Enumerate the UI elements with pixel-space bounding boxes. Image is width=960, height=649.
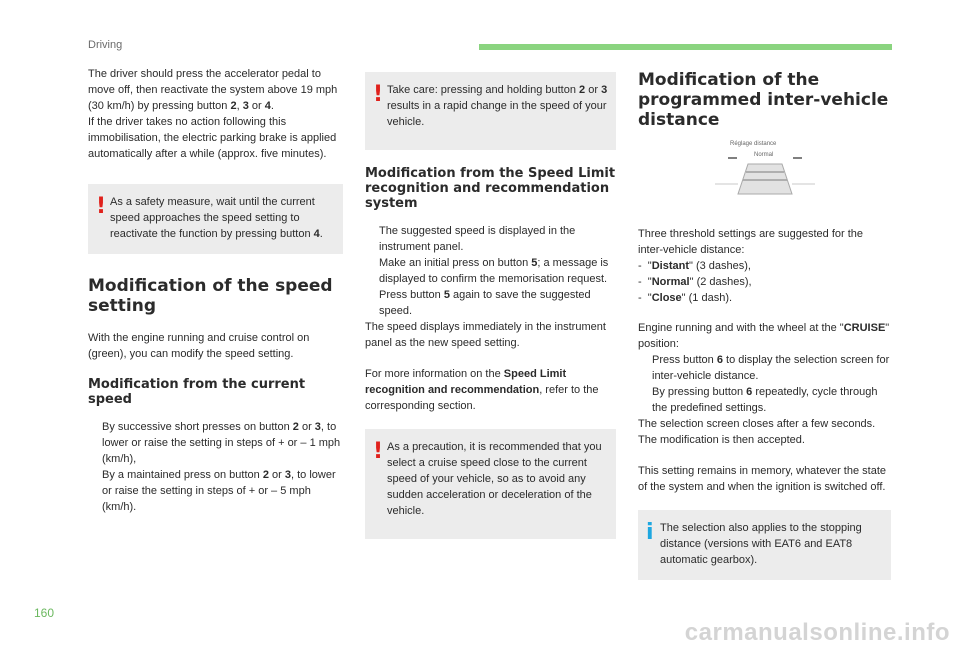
warning-box: ! As a precaution, it is recommended that you select a cruise speed close to the current speed of your vehicle, so as to avoid any sudden acceleration or deceleration of the vehicle. [365, 429, 616, 539]
watermark: carmanualsonline.info [684, 619, 950, 646]
current-speed-list [88, 419, 343, 515]
section-title: Driving [88, 39, 123, 51]
list-item: By a maintained press on button 2 or 3, to lower or raise the setting in steps of + or – 5 mph (km/h). [102, 469, 336, 513]
memory-text: This setting remains in memory, whatever the state of the system and when the ignition is switched off. [638, 465, 887, 493]
info-icon: i [646, 520, 654, 545]
option-close: - "Close" (1 dash). [638, 292, 733, 304]
closing-text: The selection screen closes after a few seconds. The modification is then accepted. [638, 418, 876, 446]
heading-inter-vehicle-distance: Modification of the programmed inter-vehicle distance [638, 70, 889, 130]
option-distant: - "Distant" (3 dashes), [638, 260, 751, 272]
warning-icon: ! [96, 194, 107, 219]
intro-paragraph: The driver should press the accelerator pedal to move off, then reactivate the system above 19 mph (30 km/h) by pressing button 2, 3 or 4. If the driver takes no action following this immobilisation, the electric parking brake is applied automatically after a while (approx. five minutes). [88, 68, 338, 160]
list-item: The suggested speed is displayed in the instrument panel. [379, 225, 576, 253]
subheading-current-speed: Modification from the current speed [88, 377, 306, 407]
speed-setting-body: With the engine running and cruise control on (green), you can modify the speed setting. [88, 332, 310, 360]
option-normal: - "Normal" (2 dashes), [638, 276, 752, 288]
list-item: By pressing button 6 repeatedly, cycle through the predefined settings. [652, 386, 878, 414]
column-1 [88, 66, 343, 515]
subheading-speed-limit: Modification from the Speed Limit recognition and recommendation system [365, 166, 616, 211]
warning-icon: ! [373, 82, 384, 107]
page-number: 160 [34, 606, 55, 620]
figure-option: Normal [754, 152, 774, 158]
more-info-text: For more information on the Speed Limit recognition and recommendation, refer to the corresponding section. [365, 368, 599, 412]
threshold-intro: Three threshold settings are suggested for the inter-vehicle distance: - "Distant" (3 dashes), - "Normal" (2 dashes), - "Close" (1 dash). [638, 228, 864, 304]
list-item: Press button 5 again to save the suggested speed. [379, 289, 591, 317]
engine-instructions: Engine running and with the wheel at the "CRUISE" position: [638, 322, 890, 350]
column-2 [365, 72, 616, 554]
list-item: Press button 6 to display the selection screen for inter-vehicle distance. [652, 354, 890, 382]
info-box: i The selection also applies to the stopping distance (versions with EAT6 and EAT8 automatic gearbox). [638, 510, 891, 580]
figure-title: Réglage distance [730, 141, 777, 147]
section-bar [479, 44, 892, 50]
list-item: Make an initial press on button 5; a message is displayed to confirm the memorisation request. [379, 257, 609, 285]
speed-limit-list [365, 223, 616, 319]
warning-box: ! Take care: pressing and holding button 2 or 3 results in a rapid change in the speed of your vehicle. [365, 72, 616, 150]
warning-box: ! As a safety measure, wait until the current speed approaches the speed setting to reactivate the function by pressing button 4. [88, 184, 343, 254]
warning-icon: ! [373, 439, 384, 464]
distance-steps-list [638, 352, 891, 416]
distance-display-figure [710, 138, 820, 204]
heading-speed-setting: Modification of the speed setting [88, 276, 333, 316]
list-item: By successive short presses on button 2 or 3, to lower or raise the setting in steps of + or – 1 mph (km/h), [102, 421, 341, 465]
speed-display-text: The speed displays immediately in the instrument panel as the new speed setting. [365, 321, 606, 349]
column-3 [638, 70, 891, 595]
